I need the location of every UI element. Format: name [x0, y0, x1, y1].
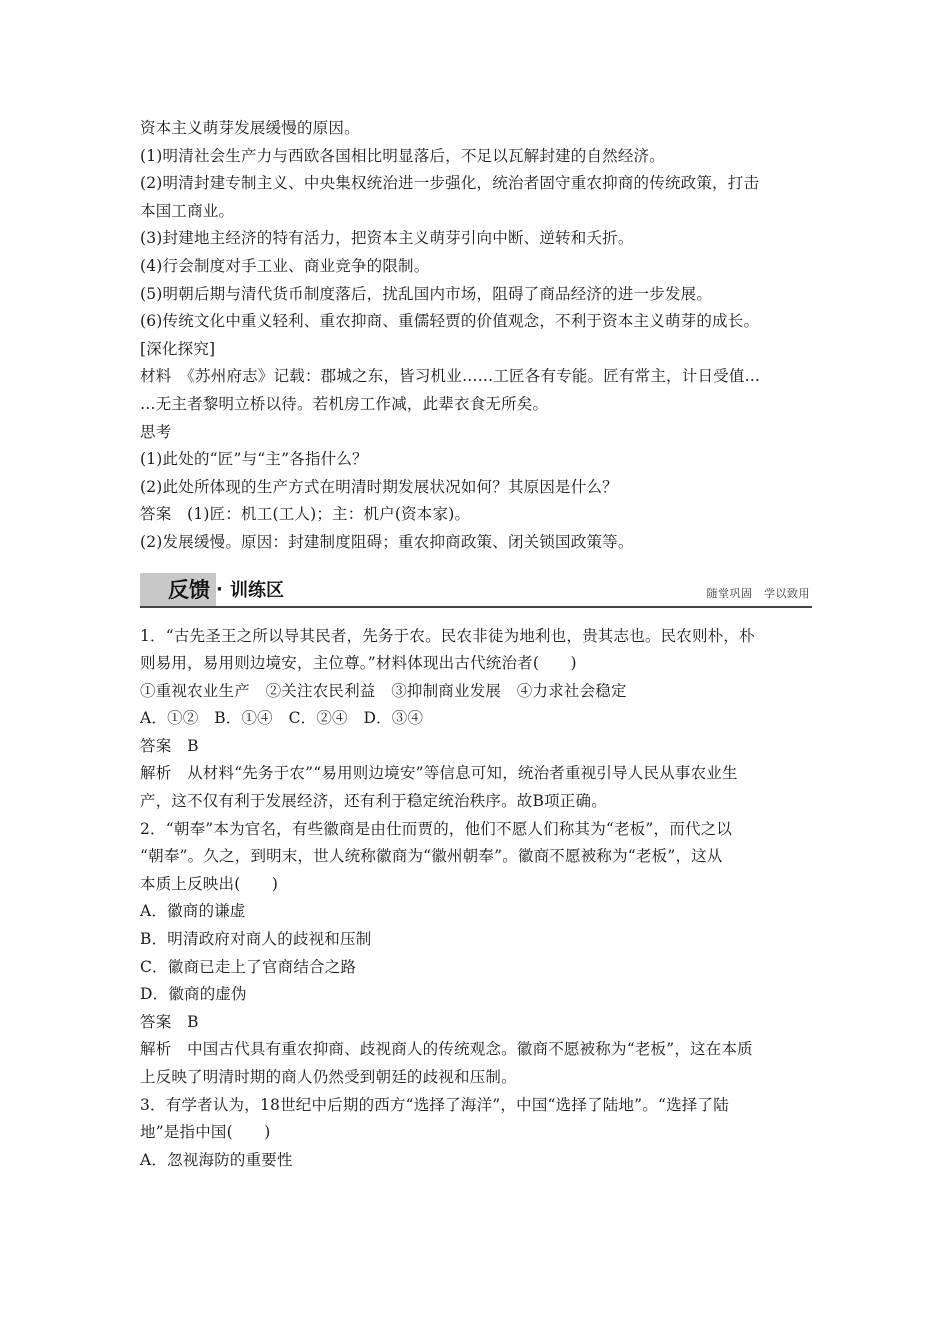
section-label: [深化探究]	[140, 339, 216, 358]
option-line: B．明清政府对商人的歧视和压制	[140, 930, 372, 949]
document-page	[140, 115, 812, 1174]
question-line: 本质上反映出( )	[140, 874, 279, 893]
text-line: (1)明清社会生产力与西欧各国相比明显落后，不足以瓦解封建的自然经济。	[140, 146, 665, 165]
question-line: 3．有学者认为，18世纪中后期的西方“选择了海洋”，中国“选择了陆地”。“选择了陆	[140, 1095, 729, 1114]
section-subtitle: 训练区	[230, 579, 284, 601]
section-label: 思考	[140, 422, 172, 441]
text-line: …无主者黎明立桥以待。若机房工作减，此辈衣食无所矣。	[140, 394, 549, 413]
explanation-block	[140, 115, 812, 557]
option-line: C．徽商已走上了官商结合之路	[140, 957, 357, 976]
analysis-line: 解析 从材料“先务于农”“易用则边境安”等信息可知，统治者重视引导人民从事农业生	[140, 764, 738, 783]
question-line: 地”是指中国( )	[140, 1123, 271, 1142]
text-line: (1)此处的“匠”与“主”各指什么？	[140, 450, 368, 469]
answer-line: (2)发展缓慢。原因：封建制度阻碍；重农抑商政策、闭关锁国政策等。	[140, 532, 634, 551]
text-line: (5)明朝后期与清代货币制度落后，扰乱国内市场，阻碍了商品经济的进一步发展。	[140, 284, 713, 303]
question-line: 则易用，易用则边境安，主位尊。”材料体现出古代统治者( )	[140, 654, 577, 673]
text-line: (2)此处所体现的生产方式在明清时期发展状况如何？其原因是什么？	[140, 477, 618, 496]
text-line: 本国工商业。	[140, 201, 235, 220]
text-line: 资本主义萌芽发展缓慢的原因。	[140, 119, 360, 137]
header-rule	[140, 606, 812, 608]
option-line: ①重视农业生产 ②关注农民利益 ③抑制商业发展 ④力求社会稳定	[140, 681, 627, 700]
text-line: (4)行会制度对手工业、商业竞争的限制。	[140, 256, 430, 275]
section-title: 反馈	[168, 577, 210, 602]
section-header	[140, 573, 812, 609]
option-line: A．忽视海防的重要性	[140, 1150, 293, 1169]
exercise-block	[140, 623, 812, 1175]
question-line: “朝奉”。久之，到明末，世人统称徽商为“徽州朝奉”。徽商不愿被称为“老板”，这从	[140, 847, 723, 866]
answer-line: 答案 (1)匠：机工(工人)；主：机户(资本家)。	[140, 505, 471, 524]
analysis-line: 解析 中国古代具有重农抑商、歧视商人的传统观念。徽商不愿被称为“老板”，这在本质	[140, 1040, 753, 1059]
question-line: 2．“朝奉”本为官名，有些徽商是由仕而贾的，他们不愿人们称其为“老板”，而代之以	[140, 819, 733, 838]
analysis-line: 产，这不仅有利于发展经济，还有利于稳定统治秩序。故B项正确。	[140, 792, 607, 811]
option-line: A．①② B．①④ C．②④ D．③④	[140, 709, 424, 728]
text-line: (6)传统文化中重义轻利、重农抑商、重儒轻贾的价值观念，不利于资本主义萌芽的成长。	[140, 312, 760, 331]
text-line: (3)封建地主经济的特有活力，把资本主义萌芽引向中断、逆转和夭折。	[140, 229, 634, 248]
option-line: A．徽商的谦虚	[140, 902, 246, 921]
question-line: 1．“古先圣王之所以导其民者，先务于农。民农非徒为地利也，贵其志也。民农则朴，朴	[140, 626, 755, 645]
answer-line: 答案 B	[140, 736, 199, 755]
text-line: (2)明清封建专制主义、中央集权统治进一步强化，统治者固守重农抑商的传统政策，打击	[140, 174, 760, 193]
text-line: 材料 《苏州府志》记载：郡城之东，皆习机业……工匠各有专能。匠有常主，计日受值…	[140, 367, 761, 386]
section-slogan: 随堂巩固 学以致用	[706, 586, 810, 600]
analysis-line: 上反映了明清时期的商人仍然受到朝廷的歧视和压制。	[140, 1068, 517, 1086]
option-line: D．徽商的虚伪	[140, 985, 247, 1004]
answer-line: 答案 B	[140, 1012, 199, 1031]
section-dot: ·	[216, 578, 223, 600]
